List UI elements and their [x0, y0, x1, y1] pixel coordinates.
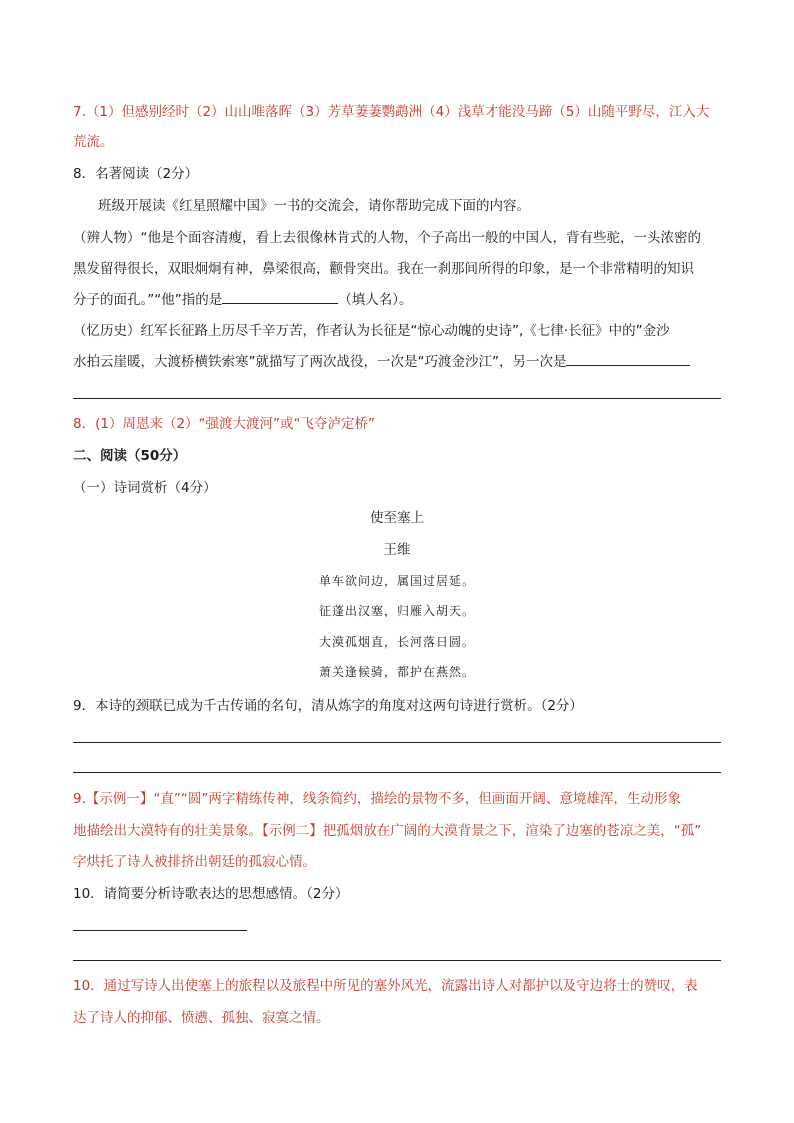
answer-line-short[interactable] [73, 930, 247, 931]
q9-answer-line-2: 地描绘出大漠特有的壮美景象。【示例二】把孤烟放在广阔的大漠背景之下，渲染了边塞的苍凉之美，“孤” [73, 823, 702, 839]
poem-author: 王维 [383, 542, 411, 558]
answer-line[interactable] [73, 398, 721, 399]
q8-answer: 8．(1）周恩来（2）“强渡大渡河”或“飞夺泸定桥” [73, 416, 376, 432]
q10-answer-line-2: 达了诗人的抑郁、愤懑、孤独、寂寞之情。 [73, 1010, 330, 1026]
answer-line[interactable] [73, 960, 721, 961]
poem-title: 使至塞上 [370, 510, 424, 526]
q10-question: 10．请简要分析诗歌表达的思想感情。（2分） [73, 886, 349, 902]
q8-part2-line-2-text: 水拍云崖暖，大渡桥横铁索寒”就描写了两次战役，一次是“巧渡金沙江”，另一次是 [73, 354, 567, 370]
q8-intro: 班级开展读《红星照耀中国》一书的交流会，请你帮助完成下面的内容。 [98, 198, 530, 214]
q9-question: 9．本诗的颈联已成为千古传诵的名句，清从炼字的角度对这两句诗进行赏析。（2分） [73, 698, 583, 714]
q8-part2-line-1: （忆历史）红军长征路上历尽千辛万苦，作者认为长征是“惊心动魄的史诗”,《七律·长征》中的”金沙 [73, 323, 670, 339]
poem-line-1: 单车欲问边，属国过居延。 [318, 574, 475, 588]
q7-answer-line-2: 荒流。 [73, 134, 114, 150]
q8-part1-line-3-text: 分子的面孔。”“他”指的是 [73, 292, 223, 308]
q8-part1-line-3-suffix: （填人名）。 [338, 292, 413, 308]
q9-answer-line-1: 9.【示例一】“直”“圆”两字精练传神，线条简约，描绘的景物不多，但画面开阔、意境雄浑，生动形象 [73, 791, 681, 807]
q8-part1-line-1: （辨人物）“他是个面容清瘦，看上去很像林肯式的人物，个子高出一般的中国人，背有些驼，一头浓密的 [73, 230, 701, 246]
q8-title: 8．名著阅读（2分） [73, 166, 199, 182]
q9-answer-line-3: 字烘托了诗人被排挤出朝廷的孤寂心情。 [73, 854, 316, 870]
answer-blank-battle[interactable] [566, 351, 690, 366]
poem-line-3: 大漠孤烟直，长河落日圆。 [318, 635, 475, 649]
section-2-title: 二、阅读（50分） [73, 448, 187, 464]
q8-part1-line-2: 黑发留得很长，双眼炯炯有神，鼻梁很高，颧骨突出。我在一刹那间所得的印象，是一个非常精明的知识 [73, 261, 694, 277]
q8-part1-line-3 [73, 289, 723, 310]
section-2-subtitle: （一）诗词赏析（4分） [73, 480, 217, 496]
q8-part2-line-2 [73, 351, 723, 372]
poem-line-2: 征蓬出汉塞，归雁入胡天。 [318, 604, 475, 618]
answer-blank-person[interactable] [222, 289, 338, 304]
answer-line[interactable] [73, 742, 721, 743]
answer-line[interactable] [73, 772, 721, 773]
q7-answer-line-1: 7.（1）但感别经时（2）山山唯落晖（3）芳草萋萋鹦鹉洲（4）浅草才能没马蹄（5）山随平野尽，江入大 [73, 104, 710, 120]
poem-line-4: 萧关逢候骑，都护在燕然。 [318, 665, 475, 679]
q10-answer-line-1: 10．通过写诗人出使塞上的旅程以及旅程中所见的塞外风光，流露出诗人对都护以及守边将士的赞叹，表 [73, 978, 698, 994]
